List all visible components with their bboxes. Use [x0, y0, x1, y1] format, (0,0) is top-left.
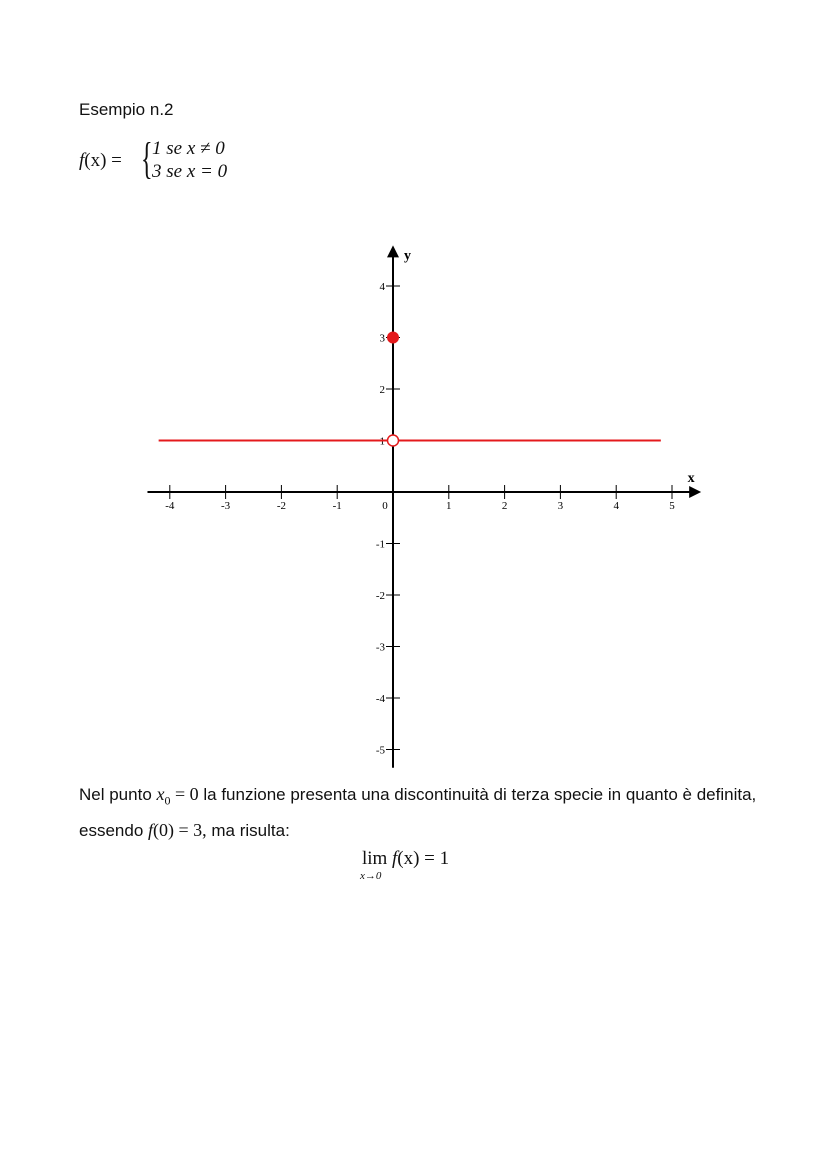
x-tick-label: -2 — [276, 500, 286, 512]
limit-subscript: x→0 — [360, 870, 382, 882]
x0-value: = 0 — [170, 784, 199, 804]
y-tick-label: 1 — [379, 435, 385, 448]
x-axis-label: x — [687, 471, 695, 486]
f0-symbol: f — [148, 819, 154, 840]
x-tick-label: 4 — [613, 500, 619, 512]
para-text-2: la funzione presenta una discontinuità di terza specie in quanto è definita, essendo — [79, 785, 757, 840]
x-axis-arrow — [689, 486, 701, 498]
y-tick-label: -1 — [375, 538, 385, 551]
x-tick-label: 1 — [446, 500, 452, 512]
x-tick-label: -4 — [165, 500, 175, 512]
example-heading: Esempio n.2 — [79, 100, 174, 119]
limit-body: f(x) = 1 — [392, 848, 450, 869]
formula-brace: { — [141, 134, 153, 183]
filled-point — [388, 332, 399, 343]
y-tick-label: -3 — [375, 641, 385, 654]
x-tick-label: 0 — [382, 500, 388, 512]
f0-value: (0) = 3, — [153, 819, 207, 840]
formula-case-1: 1 se x ≠ 0 — [152, 138, 225, 159]
y-tick-label: 4 — [379, 281, 385, 293]
para-text-1: Nel punto — [79, 785, 157, 804]
x-tick-label: 2 — [501, 500, 508, 512]
limit-operator: lim — [362, 848, 388, 869]
x-tick-label: -1 — [332, 500, 342, 512]
y-tick-label: -2 — [375, 590, 385, 602]
x-tick-label: -3 — [221, 500, 231, 512]
y-tick-label: 2 — [379, 384, 385, 396]
open-point — [388, 435, 399, 446]
explanation-paragraph — [79, 780, 759, 845]
y-tick-label: 3 — [379, 332, 385, 345]
formula-lhs: f(x) = — [79, 150, 122, 171]
x-tick-label: 5 — [669, 500, 675, 512]
y-axis-arrow — [387, 245, 399, 257]
x0-symbol: $x_0$ — [156, 784, 171, 808]
x-tick-label: 3 — [557, 500, 564, 512]
formula-case-2: 3 se x = 0 — [152, 161, 228, 182]
y-axis-label: y — [404, 248, 411, 264]
y-tick-label: -5 — [375, 744, 385, 757]
para-text-3: ma risulta: — [206, 820, 290, 840]
y-tick-label: -4 — [375, 693, 385, 705]
